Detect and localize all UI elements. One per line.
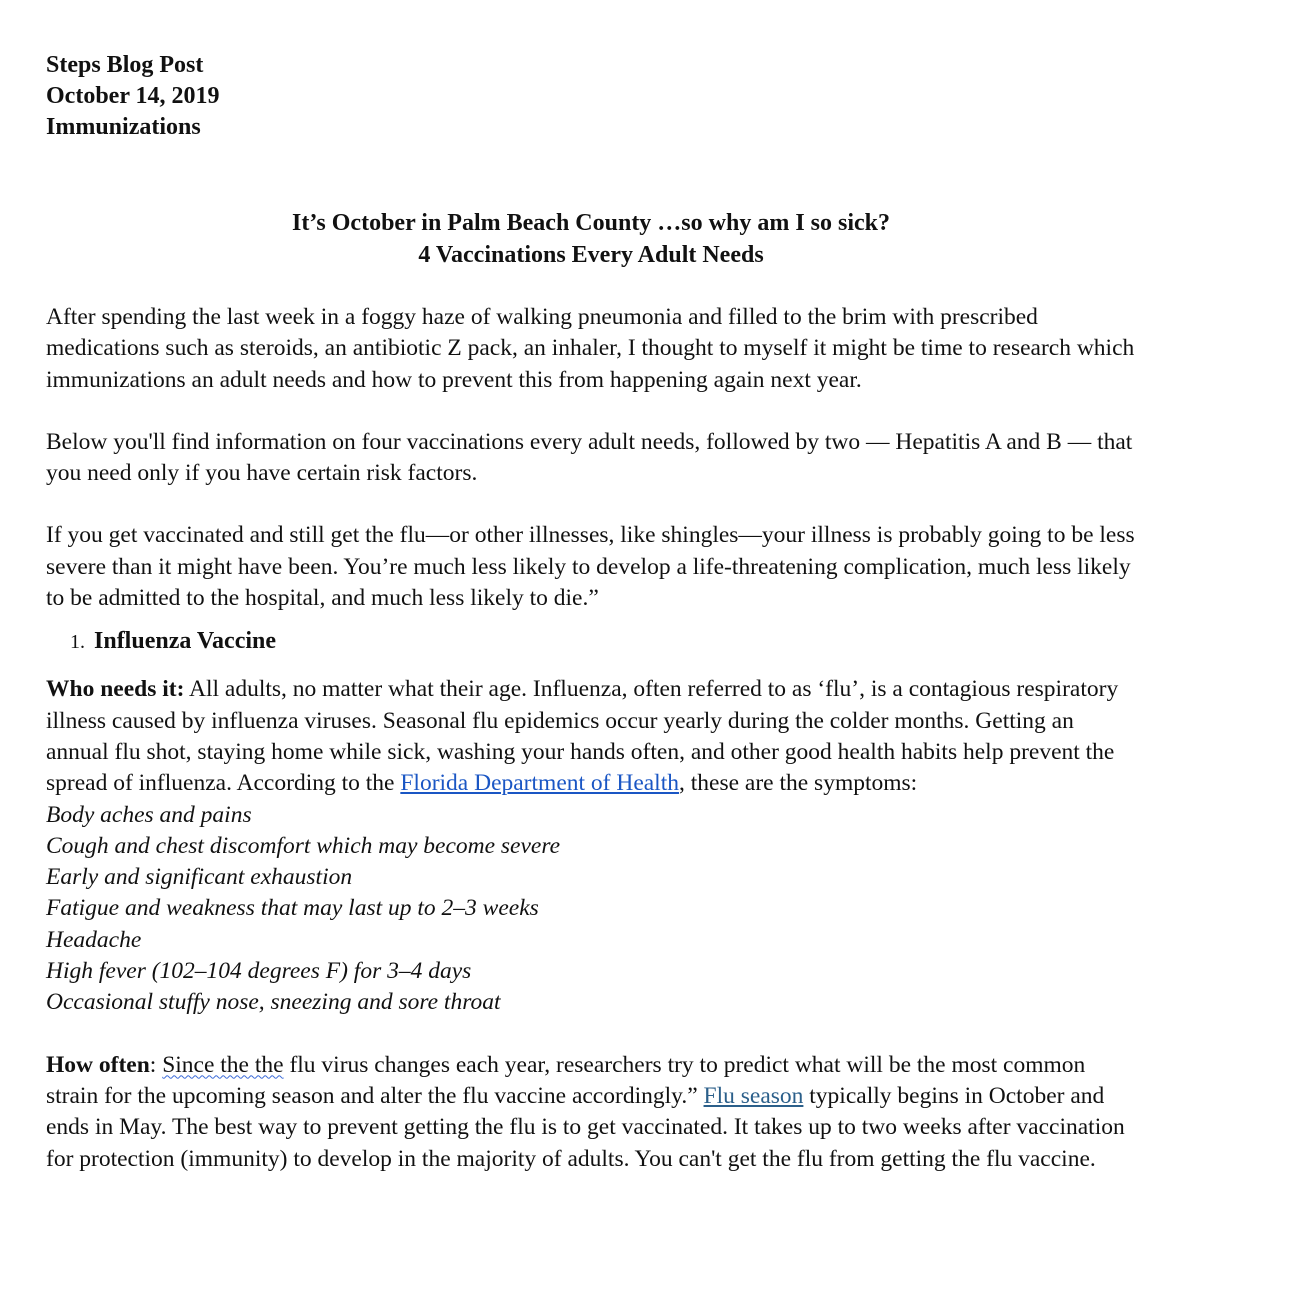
- symptom-item: Early and significant exhaustion: [46, 864, 353, 891]
- list-item-influenza: [70, 626, 1136, 664]
- flu-season-link[interactable]: Flu season: [703, 1082, 804, 1109]
- document-header: [46, 50, 1136, 143]
- post-topic: Immunizations: [46, 114, 201, 140]
- symptom-item: Cough and chest discomfort which may become severe: [46, 832, 561, 859]
- section-heading: Influenza Vaccine: [94, 628, 277, 655]
- how-often-label: How often: [46, 1051, 150, 1078]
- blog-label: Steps Blog Post: [46, 52, 204, 78]
- document-page: [46, 50, 1136, 1175]
- who-needs-it-paragraph: [46, 674, 1136, 799]
- title-line-1: It’s October in Palm Beach County …so why am I so sick?: [291, 210, 891, 236]
- symptom-item: High fever (102–104 degrees F) for 3–4 days: [46, 958, 472, 985]
- who-needs-it-text: All adults, no matter what their age. Influenza, often referred to as ‘flu’, is a contagious respiratory illness caused by influenza viruses. Seasonal flu epidemics occur yearly during the colder months. Getting an annual flu shot, staying home while sick, washing your hands often, and other good health habits help prevent the spread of influenza. According to the: [46, 676, 1119, 797]
- list-number: 1.: [70, 631, 85, 654]
- symptom-item: Fatigue and weakness that may last up to 2–3 weeks: [46, 895, 539, 922]
- symptom-item: Body aches and pains: [46, 801, 252, 828]
- title-line-2: 4 Vaccinations Every Adult Needs: [418, 242, 764, 268]
- intro-paragraph-2: Below you'll find information on four vaccinations every adult needs, followed by two — Hepatitis A and B — that you need only if you have certain risk factors.: [46, 428, 1133, 487]
- symptom-item: Occasional stuffy nose, sneezing and sore throat: [46, 989, 501, 1016]
- intro-paragraph-3: If you get vaccinated and still get the flu—or other illnesses, like shingles—your illness is probably going to be less severe than it might have been. You’re much less likely to develop a life-threatening complication, much less likely to be admitted to the hospital, and much less likely to die.”: [46, 522, 1135, 612]
- how-often-colon: :: [149, 1051, 163, 1078]
- post-date: October 14, 2019: [46, 83, 220, 109]
- symptoms-list: [46, 800, 1136, 1019]
- symptom-item: Headache: [46, 926, 142, 953]
- who-needs-it-after: , these are the symptoms:: [679, 770, 918, 797]
- intro-paragraph-1: After spending the last week in a foggy haze of walking pneumonia and filled to the brim with prescribed medications such as steroids, an antibiotic Z pack, an inhaler, I thought to myself it might be time to research which immunizations an adult needs and how to prevent this from happening again next year.: [46, 304, 1135, 393]
- spellcheck-flagged-text[interactable]: Since the the: [162, 1051, 284, 1078]
- article-title: [46, 207, 1136, 271]
- how-often-paragraph: [46, 1050, 1136, 1175]
- how-often-text-2: typically begins in October and ends in May. The best way to prevent getting the flu is to get vaccinated. It takes up to two weeks after vaccination for protection (immunity) to develop in the majority of adults. You can't get the flu from getting the flu vaccine.: [46, 1082, 1125, 1172]
- how-often-text-1: flu virus changes each year, researchers try to predict what will be the most common strain for the upcoming season and alter the flu vaccine accordingly.”: [46, 1051, 1086, 1109]
- florida-health-link[interactable]: Florida Department of Health: [400, 770, 679, 797]
- who-needs-it-label: Who needs it:: [46, 676, 185, 703]
